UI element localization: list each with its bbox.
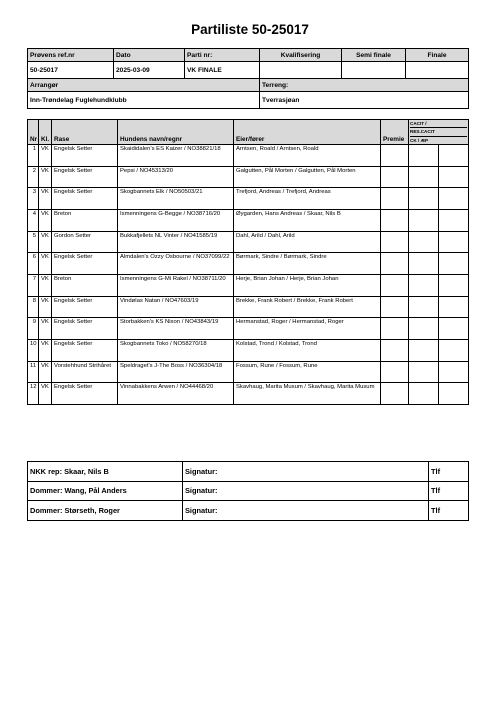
value-proevens-ref: 50-25017	[28, 62, 114, 79]
participants-table	[27, 119, 469, 405]
cell-ck	[439, 274, 469, 296]
cell-cacit	[409, 274, 439, 296]
cell-cacit	[409, 318, 439, 340]
cell-nr: 8	[28, 296, 39, 318]
cell-rase: Engelsk Setter	[52, 340, 118, 362]
cell-premie	[381, 144, 409, 166]
cell-kl: VK	[39, 166, 52, 188]
value-finale	[406, 62, 469, 79]
cell-nr: 11	[28, 361, 39, 383]
cell-premie	[381, 361, 409, 383]
cell-eier: Dahl, Arild / Dahl, Arild	[234, 231, 381, 253]
cell-ck	[439, 144, 469, 166]
cell-eier: Trefjord, Andreas / Trefjord, Andreas	[234, 188, 381, 210]
cell-eier: Børmark, Sindre / Børmark, Sindre	[234, 253, 381, 275]
cell-ck	[439, 361, 469, 383]
cell-nr: 7	[28, 274, 39, 296]
table-row	[28, 209, 469, 231]
signature-row	[28, 481, 469, 501]
cell-rase: Engelsk Setter	[52, 188, 118, 210]
cell-hund: Speldraget's J-The Boss / NO36304/18	[118, 361, 234, 383]
cell-kl: VK	[39, 188, 52, 210]
cell-rase: Engelsk Setter	[52, 318, 118, 340]
cell-eier: Herje, Brian Johan / Herje, Brian Johan	[234, 274, 381, 296]
table-row	[28, 231, 469, 253]
value-kvalifisering	[260, 62, 342, 79]
signer-name: Dommer: Wang, Pål Anders	[28, 481, 183, 501]
cell-cacit	[409, 166, 439, 188]
cell-eier: Skavhaug, Marita Musum / Skavhaug, Marita Musum	[234, 383, 381, 405]
cell-ck	[439, 188, 469, 210]
cell-rase: Vorstehhund Strihåret	[52, 361, 118, 383]
table-row	[28, 361, 469, 383]
cell-ck	[439, 296, 469, 318]
cell-rase: Engelsk Setter	[52, 296, 118, 318]
table-row	[28, 188, 469, 210]
value-terreng: Tverrasjøan	[260, 92, 469, 109]
header-premie: Premie	[381, 120, 409, 145]
table-row	[28, 166, 469, 188]
cell-eier: Kolstad, Trond / Kolstad, Trond	[234, 340, 381, 362]
cell-ck	[439, 340, 469, 362]
cell-kl: VK	[39, 340, 52, 362]
cell-eier: Øygarden, Hans Andreas / Skaar, Nils B	[234, 209, 381, 231]
table-row	[28, 253, 469, 275]
cell-eier: Arntsen, Roald / Arntsen, Roald	[234, 144, 381, 166]
header-ck-label: CK / ÆP	[410, 137, 429, 143]
cell-rase: Gordon Setter	[52, 231, 118, 253]
value-dato: 2025-03-09	[114, 62, 185, 79]
label-kvalifisering: Kvalifisering	[260, 49, 342, 62]
signature-table	[27, 461, 469, 521]
signature-field: Signatur:	[183, 481, 429, 501]
cell-kl: VK	[39, 231, 52, 253]
phone-field: Tlf	[429, 462, 469, 482]
cell-cacit	[409, 253, 439, 275]
cell-rase: Engelsk Setter	[52, 166, 118, 188]
cell-premie	[381, 318, 409, 340]
trial-info-table	[27, 48, 469, 109]
phone-field: Tlf	[429, 501, 469, 521]
header-cacit	[409, 120, 469, 145]
signer-name: Dommer: Størseth, Roger	[28, 501, 183, 521]
cell-rase: Engelsk Setter	[52, 144, 118, 166]
cell-kl: VK	[39, 318, 52, 340]
cell-premie	[381, 166, 409, 188]
cell-nr: 9	[28, 318, 39, 340]
signature-row	[28, 462, 469, 482]
cell-nr: 10	[28, 340, 39, 362]
cell-eier: Galgutten, Pål Morten / Galgutten, Pål Morten	[234, 166, 381, 188]
signature-row	[28, 501, 469, 521]
cell-eier: Brekke, Frank Robert / Brekke, Frank Robert	[234, 296, 381, 318]
cell-nr: 3	[28, 188, 39, 210]
table-row	[28, 318, 469, 340]
cell-rase: Engelsk Setter	[52, 253, 118, 275]
cell-cacit	[409, 144, 439, 166]
cell-hund: Skogbannets Elk / NO50503/21	[118, 188, 234, 210]
table-row	[28, 296, 469, 318]
label-dato: Dato	[114, 49, 185, 62]
cell-cacit	[409, 209, 439, 231]
table-row	[28, 340, 469, 362]
cell-premie	[381, 188, 409, 210]
label-terreng: Terreng:	[260, 79, 469, 92]
cell-kl: VK	[39, 209, 52, 231]
cell-hund: Ismenningens G-Mi Rakel / NO38711/20	[118, 274, 234, 296]
table-row	[28, 383, 469, 405]
value-arrangoer: Inn-Trøndelag Fuglehundklubb	[28, 92, 260, 109]
cell-hund: Skogbannets Toko / NO58270/18	[118, 340, 234, 362]
cell-ck	[439, 383, 469, 405]
cell-cacit	[409, 231, 439, 253]
header-kl: Kl.	[39, 120, 52, 145]
cell-kl: VK	[39, 253, 52, 275]
cell-nr: 5	[28, 231, 39, 253]
cell-premie	[381, 340, 409, 362]
cell-kl: VK	[39, 274, 52, 296]
cell-nr: 2	[28, 166, 39, 188]
cell-hund: Ismenningens G-Begge / NO38716/20	[118, 209, 234, 231]
header-nr: Nr	[28, 120, 39, 145]
cell-cacit	[409, 188, 439, 210]
cell-rase: Breton	[52, 274, 118, 296]
cell-premie	[381, 296, 409, 318]
cell-hund: Vinnabakkens Arwen / NO44468/20	[118, 383, 234, 405]
cell-hund: Vindølas Natan / NO47603/19	[118, 296, 234, 318]
cell-nr: 6	[28, 253, 39, 275]
page-title: Partiliste 50-25017	[191, 22, 309, 37]
header-hund: Hundens navn/regnr	[118, 120, 234, 145]
table-row	[28, 274, 469, 296]
cell-kl: VK	[39, 383, 52, 405]
cell-kl: VK	[39, 361, 52, 383]
signature-field: Signatur:	[183, 501, 429, 521]
header-res-cacit-label: RES.CACIT	[410, 129, 467, 136]
value-parti-nr: VK FINALE	[185, 62, 260, 79]
cell-nr: 1	[28, 144, 39, 166]
cell-hund: Bukkafjellets NL Vinter / NO41585/19	[118, 231, 234, 253]
cell-cacit	[409, 340, 439, 362]
label-proevens-ref: Prøvens ref.nr	[28, 49, 114, 62]
cell-premie	[381, 253, 409, 275]
cell-ck	[439, 231, 469, 253]
cell-eier: Hermanstad, Roger / Hermanstad, Roger	[234, 318, 381, 340]
label-semi-finale: Semi finale	[342, 49, 406, 62]
cell-kl: VK	[39, 144, 52, 166]
cell-eier: Fossum, Rune / Fossum, Rune	[234, 361, 381, 383]
cell-premie	[381, 209, 409, 231]
cell-premie	[381, 274, 409, 296]
label-parti-nr: Parti nr:	[185, 49, 260, 62]
header-rase: Rase	[52, 120, 118, 145]
label-finale: Finale	[406, 49, 469, 62]
cell-rase: Breton	[52, 209, 118, 231]
cell-nr: 4	[28, 209, 39, 231]
cell-ck	[439, 209, 469, 231]
cell-hund: Pepsi / NO45313/20	[118, 166, 234, 188]
table-row	[28, 144, 469, 166]
cell-cacit	[409, 361, 439, 383]
cell-rase: Engelsk Setter	[52, 383, 118, 405]
cell-ck	[439, 166, 469, 188]
cell-cacit	[409, 383, 439, 405]
cell-ck	[439, 318, 469, 340]
cell-premie	[381, 231, 409, 253]
label-arrangoer: Arrangør	[28, 79, 260, 92]
cell-hund: Almdalen's Ozzy Osbourne / NO37099/22	[118, 253, 234, 275]
cell-premie	[381, 383, 409, 405]
cell-hund: Storbakken's KS Nixon / NO43843/19	[118, 318, 234, 340]
header-cacit-label: CACIT /	[410, 121, 467, 128]
cell-cacit	[409, 296, 439, 318]
cell-nr: 12	[28, 383, 39, 405]
cell-kl: VK	[39, 296, 52, 318]
signature-field: Signatur:	[183, 462, 429, 482]
cell-ck	[439, 253, 469, 275]
signer-name: NKK rep: Skaar, Nils B	[28, 462, 183, 482]
cell-hund: Skaididalen's ES Kaizer / NO38821/18	[118, 144, 234, 166]
header-eier: Eier/fører	[234, 120, 381, 145]
phone-field: Tlf	[429, 481, 469, 501]
value-semi-finale	[342, 62, 406, 79]
